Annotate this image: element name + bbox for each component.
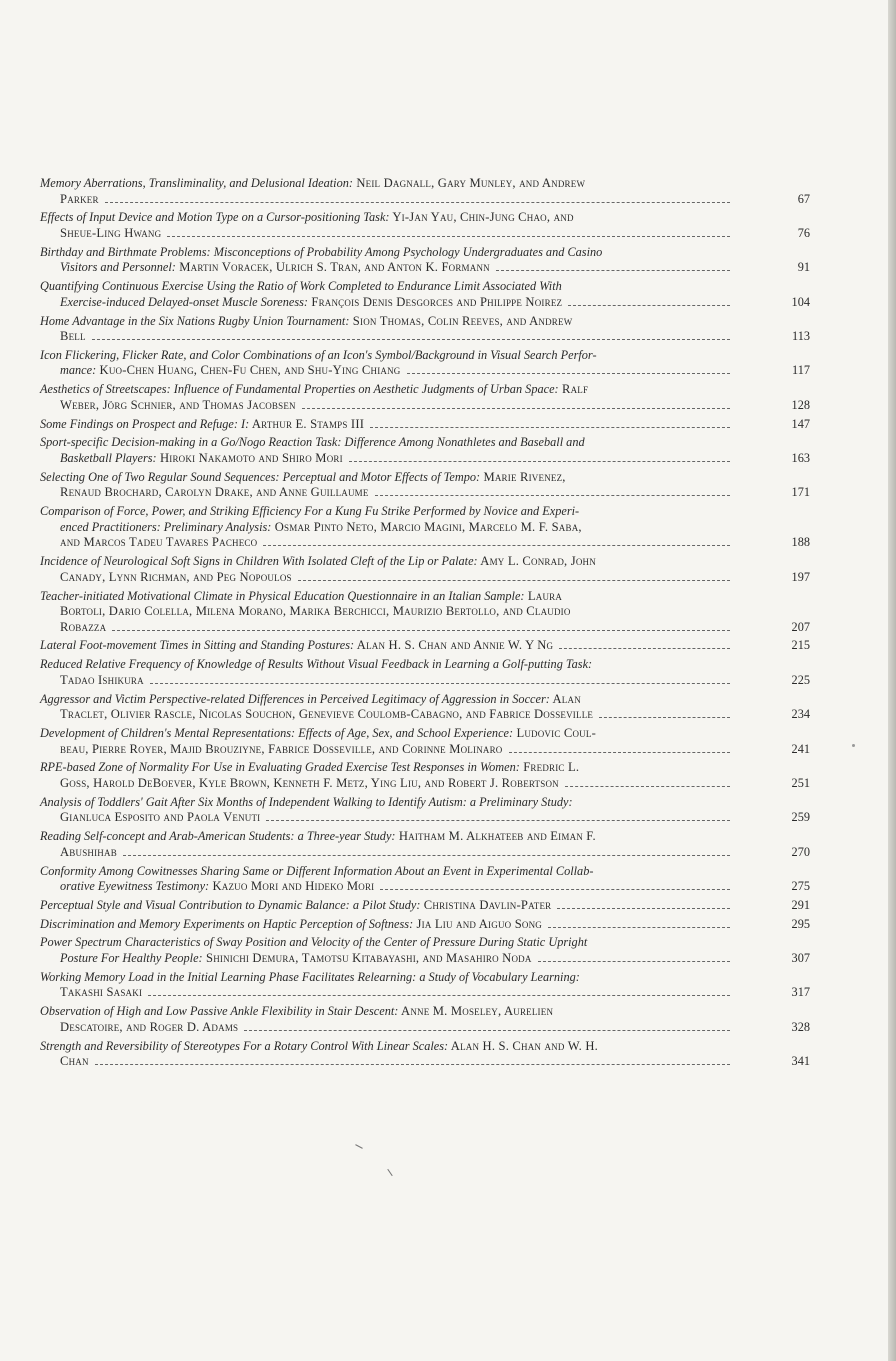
toc-entry[interactable]	[40, 382, 812, 413]
toc-entry-text	[60, 226, 161, 242]
toc-entry-text	[40, 917, 542, 933]
toc-entry[interactable]	[40, 935, 812, 966]
article-authors: Sion Thomas, Colin Reeves, and Andrew	[349, 313, 573, 328]
toc-entry-text	[40, 245, 734, 261]
toc-entry-last-line	[40, 570, 812, 586]
article-title: Development of Children's Mental Representations: Effects of Age, Sex, and School Experience:	[40, 726, 514, 740]
toc-entry-last-line	[40, 226, 812, 242]
leader-dots	[496, 269, 730, 271]
article-authors: Weber, Jörg Schnier, and Thomas Jacobsen	[60, 397, 296, 412]
page-edge-shadow	[888, 0, 896, 1361]
page-number: 76	[797, 225, 810, 240]
toc-entry-line	[40, 520, 812, 536]
leader-dots	[375, 494, 730, 496]
article-authors: Amy L. Conrad, John	[477, 554, 596, 569]
toc-entry-text	[60, 295, 562, 311]
leader-dots	[123, 854, 730, 856]
page-number: 207	[791, 619, 810, 634]
page-number: 317	[791, 985, 810, 1000]
toc-entry-line	[40, 726, 812, 742]
toc-entry-line	[40, 829, 812, 845]
article-title: Birthday and Birthmate Problems: Misconceptions of Probability Among Psychology Undergraduates and Casino	[40, 244, 603, 259]
article-authors: Anne M. Moseley, Aurelien	[398, 1004, 554, 1019]
leader-dots	[263, 544, 730, 546]
toc-entry-text	[60, 485, 369, 501]
leader-dots	[150, 682, 730, 684]
page-number: 225	[791, 672, 810, 687]
toc-entry-last-line	[40, 673, 812, 689]
toc-entry[interactable]	[40, 829, 812, 860]
toc-entry-text	[60, 398, 296, 414]
toc-entry-line	[40, 589, 812, 605]
article-title: Quantifying Continuous Exercise Using the Ratio of Work Completed to Endurance Limit Associated With	[40, 279, 562, 294]
page-number: 341	[791, 1054, 810, 1069]
toc-entry-text	[40, 1039, 734, 1055]
toc-entry[interactable]	[40, 864, 812, 895]
article-title: Teacher-initiated Motivational Climate in Physical Education Questionnaire in an Italian Sample:	[40, 588, 525, 603]
article-title: Exercise-induced Delayed-onset Muscle Soreness:	[60, 294, 309, 309]
toc-entry-line	[40, 210, 812, 226]
toc-entry-last-line	[40, 485, 812, 501]
paper-mark	[852, 744, 855, 747]
leader-dots	[565, 785, 730, 787]
leader-dots	[568, 304, 730, 306]
toc-entry-text	[40, 864, 734, 880]
toc-entry-text	[60, 192, 99, 208]
toc-entry-text	[40, 760, 734, 776]
page-number: 147	[791, 416, 810, 431]
toc-entry-last-line	[40, 810, 812, 826]
toc-entry[interactable]	[40, 435, 812, 466]
toc-entry-last-line	[40, 845, 812, 861]
toc-entry-text	[60, 810, 260, 826]
article-authors: Shinichi Demura, Tamotsu Kitabayashi, and Masahiro Noda	[202, 951, 532, 966]
toc-entry-last-line	[40, 742, 812, 758]
toc-entry[interactable]	[40, 1039, 812, 1070]
leader-dots	[92, 338, 730, 340]
toc-entry-line	[40, 504, 812, 520]
toc-entry-text	[60, 1054, 89, 1070]
toc-entry[interactable]	[40, 314, 812, 345]
article-authors: Chan	[60, 1054, 89, 1069]
toc-entry[interactable]	[40, 589, 812, 636]
page-number: 67	[797, 191, 810, 206]
toc-entry-line	[40, 657, 812, 673]
page-number: 234	[791, 707, 810, 722]
toc-entry-text	[40, 589, 734, 605]
page-number: 104	[791, 294, 810, 309]
article-authors: Robazza	[60, 619, 107, 634]
toc-entry-text	[40, 176, 734, 192]
paper-mark	[355, 1144, 363, 1149]
toc-entry-text	[40, 279, 734, 295]
toc-entry-text	[40, 935, 734, 951]
toc-entry[interactable]	[40, 760, 812, 791]
toc-entry-text	[40, 210, 734, 226]
article-title: Comparison of Force, Power, and Striking Efficiency For a Kung Fu Strike Performed by Novice and Experi-	[40, 504, 580, 519]
article-title: Power Spectrum Characteristics of Sway Position and Velocity of the Center of Pressure During Static Upright	[40, 935, 588, 950]
leader-dots	[298, 579, 730, 581]
toc-entry-text	[60, 985, 142, 1001]
toc-entry-text	[60, 604, 734, 620]
article-authors: Alan H. S. Chan and W. H.	[448, 1038, 598, 1053]
leader-dots	[557, 907, 730, 909]
article-authors: Neil Dagnall, Gary Munley, and Andrew	[353, 176, 586, 190]
toc-entry-text	[40, 829, 734, 845]
leader-dots	[380, 888, 730, 890]
toc-entry-text	[40, 898, 551, 914]
toc-entry-last-line	[40, 535, 812, 551]
toc-entry[interactable]	[40, 692, 812, 723]
leader-dots	[105, 201, 730, 203]
article-title: mance:	[60, 363, 97, 378]
article-authors: Christina Davlin-Pater	[420, 897, 552, 912]
toc-entry-last-line	[40, 1054, 812, 1070]
toc-entry-text	[60, 329, 86, 345]
toc-entry[interactable]	[40, 970, 812, 1001]
leader-dots	[349, 460, 730, 462]
article-title: Effects of Input Device and Motion Type on a Cursor-positioning Task:	[40, 210, 390, 225]
article-title: Some Findings on Prospect and Refuge: I:	[40, 416, 250, 431]
toc-entry-text	[60, 363, 401, 379]
page-number: 328	[791, 1019, 810, 1034]
toc-entry-line	[40, 470, 812, 486]
toc-entry-last-line	[40, 879, 812, 895]
toc-entry-text	[40, 554, 734, 570]
toc-entry-line	[40, 970, 812, 986]
article-title: Observation of High and Low Passive Ankle Flexibility in Stair Descent:	[40, 1004, 399, 1019]
leader-dots	[302, 407, 730, 409]
toc-entry-text	[60, 673, 144, 689]
paper-mark	[387, 1169, 392, 1176]
toc-entry[interactable]	[40, 638, 812, 654]
leader-dots	[266, 819, 730, 821]
toc-entry-text	[60, 742, 503, 758]
leader-dots	[244, 1029, 730, 1031]
page-number: 128	[791, 397, 810, 412]
leader-dots	[538, 960, 730, 962]
article-title: Memory Aberrations, Transliminality, and Delusional Ideation:	[40, 176, 353, 190]
toc-entry-line	[40, 1039, 812, 1055]
toc-entry-last-line	[40, 260, 812, 276]
toc-entry-last-line	[40, 398, 812, 414]
toc-entry-last-line	[40, 620, 812, 636]
article-authors: Arthur E. Stamps III	[249, 416, 365, 431]
toc-entry-text	[60, 1020, 238, 1036]
toc-entry[interactable]	[40, 795, 812, 826]
article-title: Conformity Among Cowitnesses Sharing Same or Different Information About an Event in Experimental Collab-	[40, 863, 594, 878]
toc-entry-text	[40, 382, 734, 398]
page-number: 307	[791, 951, 810, 966]
article-authors: Alan H. S. Chan and Annie W. Y Ng	[354, 638, 554, 653]
toc-entry[interactable]	[40, 917, 812, 933]
article-authors: Laura	[524, 588, 563, 603]
article-authors: Renaud Brochard, Carolyn Drake, and Anne Guillaume	[60, 485, 369, 500]
article-authors: Fredric L.	[519, 760, 580, 775]
toc-entry-last-line	[40, 707, 812, 723]
page-number: 270	[791, 844, 810, 859]
article-authors: Jia Liu and Aiguo Song	[413, 916, 542, 931]
article-title: Visitors and Personnel:	[60, 260, 176, 275]
toc-entry-text	[40, 470, 734, 486]
article-title: enced Practitioners: Preliminary Analysis:	[60, 519, 272, 534]
article-authors: Bortoli, Dario Colella, Milena Morano, Marika Berchicci, Maurizio Bertollo, and Claudio	[60, 604, 571, 619]
article-authors: Canady, Lynn Richman, and Peg Nopoulos	[60, 569, 292, 584]
page-number: 113	[792, 329, 810, 344]
toc-entry-last-line	[40, 295, 812, 311]
toc-entry-line	[40, 864, 812, 880]
toc-entry-text	[60, 951, 532, 967]
toc-entry-last-line	[40, 951, 812, 967]
article-authors: beau, Pierre Royer, Majid Brouziyne, Fabrice Dosseville, and Corinne Molinaro	[60, 741, 503, 756]
article-title: Basketball Players:	[60, 451, 157, 465]
toc-entry-last-line	[40, 451, 812, 467]
toc-entry-text	[40, 657, 734, 673]
toc-entry-line	[40, 935, 812, 951]
toc-entry[interactable]	[40, 348, 812, 379]
article-title: Working Memory Load in the Initial Learning Phase Facilitates Relearning: a Study of Vocabulary Learning:	[40, 969, 580, 984]
article-authors: Tadao Ishikura	[60, 672, 144, 687]
toc-entry-text	[40, 348, 734, 364]
article-title: Strength and Reversibility of Stereotypes For a Rotary Control With Linear Scales:	[40, 1038, 449, 1053]
page-number: 291	[791, 897, 810, 912]
page-number: 251	[791, 775, 810, 790]
article-title: Aggressor and Victim Perspective-related Differences in Perceived Legitimacy of Aggression in Soccer:	[40, 691, 550, 706]
toc-entry-line	[40, 795, 812, 811]
toc-entry-line	[40, 314, 812, 330]
leader-dots	[112, 629, 730, 631]
article-authors: Bell	[60, 329, 86, 344]
toc-entry-line	[40, 604, 812, 620]
toc-entry-text	[60, 845, 117, 861]
toc-entry[interactable]	[40, 210, 812, 241]
article-title: Reduced Relative Frequency of Knowledge of Results Without Visual Feedback in Learning a Golf-putting Task:	[40, 657, 593, 672]
leader-dots	[148, 994, 730, 996]
leader-dots	[548, 926, 730, 928]
toc-entry-last-line	[40, 363, 812, 379]
page-number: 295	[791, 916, 810, 931]
article-title: Lateral Foot-movement Times in Sitting and Standing Postures:	[40, 638, 355, 653]
article-authors: Martin Voracek, Ulrich S. Tran, and Anton K. Formann	[175, 260, 490, 275]
toc-entry-line	[40, 348, 812, 364]
toc-entry-line	[40, 245, 812, 261]
toc-entry-line	[40, 554, 812, 570]
leader-dots	[509, 751, 730, 753]
toc-entry-line	[40, 176, 812, 192]
article-title: Reading Self-concept and Arab-American Students: a Three-year Study:	[40, 829, 396, 844]
toc-entry-last-line	[40, 417, 812, 433]
article-authors: Abushihab	[60, 844, 117, 859]
article-title: Sport-specific Decision-making in a Go/Nogo Reaction Task: Difference Among Nonathletes and Baseball and	[40, 435, 585, 450]
page-number: 188	[791, 535, 810, 550]
article-title: Analysis of Toddlers' Gait After Six Months of Independent Walking to Identify Autism: a Preliminary Study:	[40, 794, 573, 809]
page-number: 91	[797, 260, 810, 275]
toc-entry-last-line	[40, 917, 812, 933]
page-number: 197	[791, 569, 810, 584]
leader-dots	[559, 647, 730, 649]
toc-entry[interactable]	[40, 554, 812, 585]
toc-entry-text	[40, 417, 364, 433]
page-number: 215	[791, 638, 810, 653]
leader-dots	[95, 1063, 730, 1065]
toc-entry-text	[60, 879, 374, 895]
toc-entry[interactable]	[40, 279, 812, 310]
toc-entry-line	[40, 760, 812, 776]
toc-entry-text	[60, 570, 292, 586]
toc-entry[interactable]	[40, 726, 812, 757]
article-authors: Marie Rivenez,	[480, 469, 566, 484]
page-number: 275	[791, 879, 810, 894]
article-authors: Sheue-Ling Hwang	[60, 225, 162, 240]
page-number: 241	[791, 741, 810, 756]
article-authors: Gianluca Esposito and Paola Venuti	[60, 810, 261, 825]
toc-entry[interactable]	[40, 417, 812, 433]
article-authors: Traclet, Olivier Rascle, Nicolas Souchon, Genevieve Coulomb-Cabagno, and Fabrice Dosseville	[60, 707, 594, 722]
toc-entry[interactable]	[40, 176, 812, 207]
toc-entry-line	[40, 435, 812, 451]
toc-entry-last-line	[40, 192, 812, 208]
article-authors: Ralf	[558, 382, 589, 397]
toc-entry-last-line	[40, 898, 812, 914]
article-authors: Osmar Pinto Neto, Marcio Magini, Marcelo M. F. Saba,	[271, 519, 582, 534]
article-authors: François Denis Desgorces and Philippe Noirez	[308, 294, 563, 309]
toc-entry-last-line	[40, 1020, 812, 1036]
toc-entry-text	[60, 451, 343, 467]
toc-entry-last-line	[40, 638, 812, 654]
toc-entry[interactable]	[40, 657, 812, 688]
leader-dots	[599, 716, 730, 718]
table-of-contents	[40, 176, 812, 1073]
page-number: 163	[791, 451, 810, 465]
leader-dots	[167, 235, 730, 237]
toc-entry-line	[40, 692, 812, 708]
article-title: RPE-based Zone of Normality For Use in Evaluating Graded Exercise Test Responses in Women:	[40, 760, 520, 775]
article-authors: Yi-Jan Yau, Chin-Jung Chao, and	[389, 210, 574, 225]
article-title: Icon Flickering, Flicker Rate, and Color Combinations of an Icon's Symbol/Background in Visual Search Perfor-	[40, 347, 597, 362]
article-authors: Takashi Sasaki	[60, 985, 143, 1000]
article-authors: and Marcos Tadeu Tavares Pacheco	[60, 535, 258, 550]
page-number: 117	[792, 363, 810, 378]
page-number: 171	[791, 485, 810, 500]
article-authors: Hiroki Nakamoto and Shiro Mori	[156, 451, 343, 465]
toc-entry[interactable]	[40, 504, 812, 551]
article-title: orative Eyewitness Testimony:	[60, 879, 210, 894]
toc-entry-text	[40, 692, 734, 708]
article-authors: Kuo-Chen Huang, Chen-Fu Chen, and Shu-Ying Chiang	[96, 363, 401, 378]
toc-entry-line	[40, 279, 812, 295]
article-authors: Haitham M. Alkhateeb and Eiman F.	[395, 829, 596, 844]
toc-entry-text	[60, 620, 106, 636]
toc-entry-last-line	[40, 985, 812, 1001]
toc-entry-text	[60, 520, 734, 536]
toc-entry-text	[40, 504, 734, 520]
toc-entry-text	[40, 970, 734, 986]
toc-entry-text	[40, 726, 734, 742]
toc-entry[interactable]	[40, 898, 812, 914]
article-authors: Descatoire, and Roger D. Adams	[60, 1019, 239, 1034]
toc-entry-text	[60, 707, 593, 723]
article-title: Posture For Healthy People:	[60, 951, 203, 966]
toc-entry[interactable]	[40, 245, 812, 276]
toc-entry-text	[40, 1004, 734, 1020]
article-title: Home Advantage in the Six Nations Rugby Union Tournament:	[40, 313, 350, 328]
toc-entry[interactable]	[40, 470, 812, 501]
leader-dots	[370, 426, 730, 428]
toc-entry-line	[40, 1004, 812, 1020]
article-title: Incidence of Neurological Soft Signs in Children With Isolated Cleft of the Lip or Palate:	[40, 554, 478, 569]
article-authors: Ludovic Coul-	[513, 726, 596, 740]
article-authors: Parker	[60, 191, 99, 206]
article-title: Discrimination and Memory Experiments on Haptic Perception of Softness:	[40, 916, 414, 931]
article-title: Perceptual Style and Visual Contribution to Dynamic Balance: a Pilot Study:	[40, 897, 421, 912]
toc-entry-text	[40, 638, 553, 654]
leader-dots	[407, 372, 731, 374]
article-authors: Alan	[549, 691, 581, 706]
article-authors: Kazuo Mori and Hideko Mori	[209, 879, 375, 894]
toc-entry-text	[40, 314, 734, 330]
toc-entry-text	[40, 435, 734, 451]
toc-entry[interactable]	[40, 1004, 812, 1035]
toc-entry-text	[60, 535, 257, 551]
page-number: 259	[791, 810, 810, 825]
toc-entry-text	[40, 795, 734, 811]
toc-entry-text	[60, 776, 559, 792]
toc-entry-line	[40, 382, 812, 398]
article-authors: Goss, Harold DeBoever, Kyle Brown, Kenneth F. Metz, Ying Liu, and Robert J. Robertson	[60, 775, 559, 790]
toc-entry-last-line	[40, 329, 812, 345]
article-title: Aesthetics of Streetscapes: Influence of Fundamental Properties on Aesthetic Judgments of Urban Space:	[40, 382, 559, 397]
toc-entry-text	[60, 260, 490, 276]
article-title: Selecting One of Two Regular Sound Sequences: Perceptual and Motor Effects of Tempo:	[40, 469, 481, 484]
toc-entry-last-line	[40, 776, 812, 792]
